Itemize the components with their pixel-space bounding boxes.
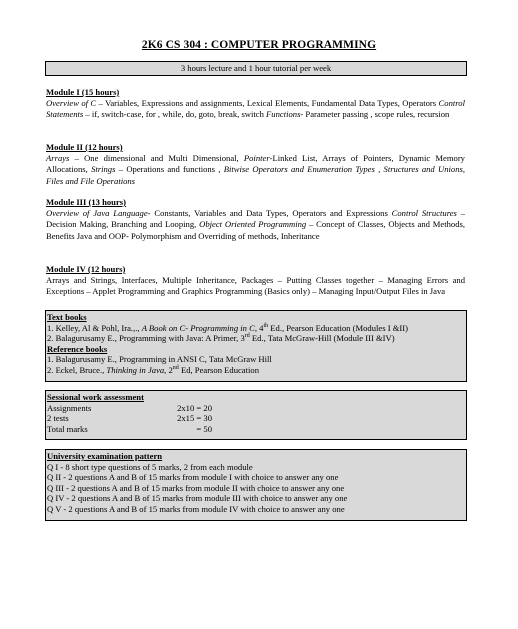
module-content <box>46 275 465 297</box>
text-run: 1. Balagurusamy E., Programming in ANSI C, Tata McGraw Hill <box>47 354 272 365</box>
text-run: Ed., Tata McGraw-Hill (Module III &IV) <box>249 333 395 344</box>
text-books-heading: Text books <box>47 312 87 322</box>
exam-line: Q V - 2 questions A and B of 15 marks from module IV with choice to answer any one <box>47 503 345 514</box>
text-run: – One dimensional and Multi Dimensional, <box>69 153 244 164</box>
text-run: – if, switch-case, for , while, do, goto, break, switch <box>83 109 267 120</box>
text-run: 2. Eckel, Bruce., <box>47 364 107 375</box>
text-run: Functions <box>266 109 301 120</box>
exam-box <box>45 449 467 521</box>
text-run: A Book on C- Programming in C, <box>141 322 257 333</box>
sessional-row <box>47 403 466 414</box>
text-run: Overview of C <box>46 98 97 109</box>
text-run: Overview of Java Language <box>46 208 148 219</box>
module-heading: Module IV (12 hours) <box>46 264 126 274</box>
module-4 <box>46 264 465 298</box>
sessional-value: 2x15 = 30 <box>177 413 212 424</box>
hours-banner: 3 hours lecture and 1 hour tutorial per week <box>45 61 467 76</box>
text-run: Bitwise Operators and Enumeration Types , Structures and Unions, Files and File Operations <box>46 164 466 186</box>
superscript: rd <box>244 333 250 340</box>
reference-books-heading: Reference books <box>47 343 108 354</box>
text-run: 2 <box>166 364 173 375</box>
sessional-label: Total marks <box>47 423 88 434</box>
module-content <box>46 208 465 242</box>
module-heading: Module III (13 hours) <box>46 197 126 207</box>
text-run: Ed, Pearson Education <box>178 364 259 375</box>
text-run: Ed., Pearson Education (Modules I &II) <box>268 322 408 333</box>
exam-line: Q IV - 2 questions A and B of 15 marks from module III with choice to answer any one <box>47 493 348 504</box>
sessional-label: 2 tests <box>47 413 69 424</box>
sessional-value: 2x10 = 20 <box>177 402 212 413</box>
reference-book-item <box>47 354 466 365</box>
sessional-row <box>47 424 466 435</box>
module-1 <box>46 87 465 121</box>
superscript: nd <box>172 365 179 372</box>
text-run: Strings <box>91 164 116 175</box>
page-title: 2K6 CS 304 : COMPUTER PROGRAMMING <box>141 39 377 51</box>
text-run: – Decision Making, Branching and Looping, <box>46 208 465 230</box>
reference-book-item <box>47 365 466 376</box>
text-run: – Variables, Expressions and assignments, Lexical Elements, Fundamental Data Types, Operators <box>96 98 439 109</box>
text-run: Arrays and Strings, Interfaces, Multiple Inheritance, Packages – Putting Classes together – Managing Errors and Exceptions – Applet Programming and Graphics Programming (Basics only) – Managing Input/Output Files in Java <box>46 275 465 297</box>
text-run: Object Oriented Programming <box>199 219 307 230</box>
text-run: Arrays <box>46 153 70 164</box>
text-run: Pointer <box>243 153 270 164</box>
module-2 <box>46 142 465 187</box>
text-run: Control Statements <box>46 98 465 120</box>
exam-line: Q III - 2 questions A and B of 15 marks from module II with choice to answer any one <box>47 482 345 493</box>
text-run: - Constants, Variables and Data Types, Operators and Expressions <box>147 208 392 219</box>
books-box <box>45 310 467 382</box>
sessional-value: = 50 <box>196 423 212 434</box>
sessional-box <box>45 390 467 440</box>
text-run: 2. Balagurusamy E., Programming with Java: A Primer, 3 <box>47 333 245 344</box>
exam-line: Q II - 2 questions A and B of 15 marks from module I with choice to answer any one <box>47 472 339 483</box>
text-book-item <box>47 323 466 334</box>
text-run: – Operations and functions , <box>115 164 224 175</box>
text-run: 4 <box>257 322 264 333</box>
text-run: Control Structures <box>391 208 457 219</box>
text-run: 1. Kelley, Al & Pohl, Ira.,., <box>47 322 142 333</box>
sessional-row <box>47 413 466 424</box>
superscript: th <box>263 322 269 329</box>
sessional-label: Assignments <box>47 402 92 413</box>
text-run: Thinking in Java, <box>106 364 167 375</box>
module-heading: Module II (12 hours) <box>46 142 123 152</box>
module-heading: Module I (15 hours) <box>46 87 120 97</box>
text-book-item <box>47 333 466 344</box>
module-3 <box>46 197 465 242</box>
exam-line: Q I - 8 short type questions of 5 marks, 2 from each module <box>47 461 253 472</box>
text-run: - Parameter passing , scope rules, recursion <box>300 109 450 120</box>
module-content <box>46 153 465 187</box>
module-content <box>46 98 465 120</box>
text-run: -Linked List, Arrays of Pointers, Dynamic Memory Allocations, <box>46 153 465 175</box>
text-run: – Concept of Classes, Objects and Methods, Benefits Java and OOP- Polymorphism and Overriding of methods, Inheritance <box>46 219 465 241</box>
exam-heading: University examination pattern <box>47 451 163 461</box>
sessional-heading: Sessional work assessment <box>47 392 144 402</box>
